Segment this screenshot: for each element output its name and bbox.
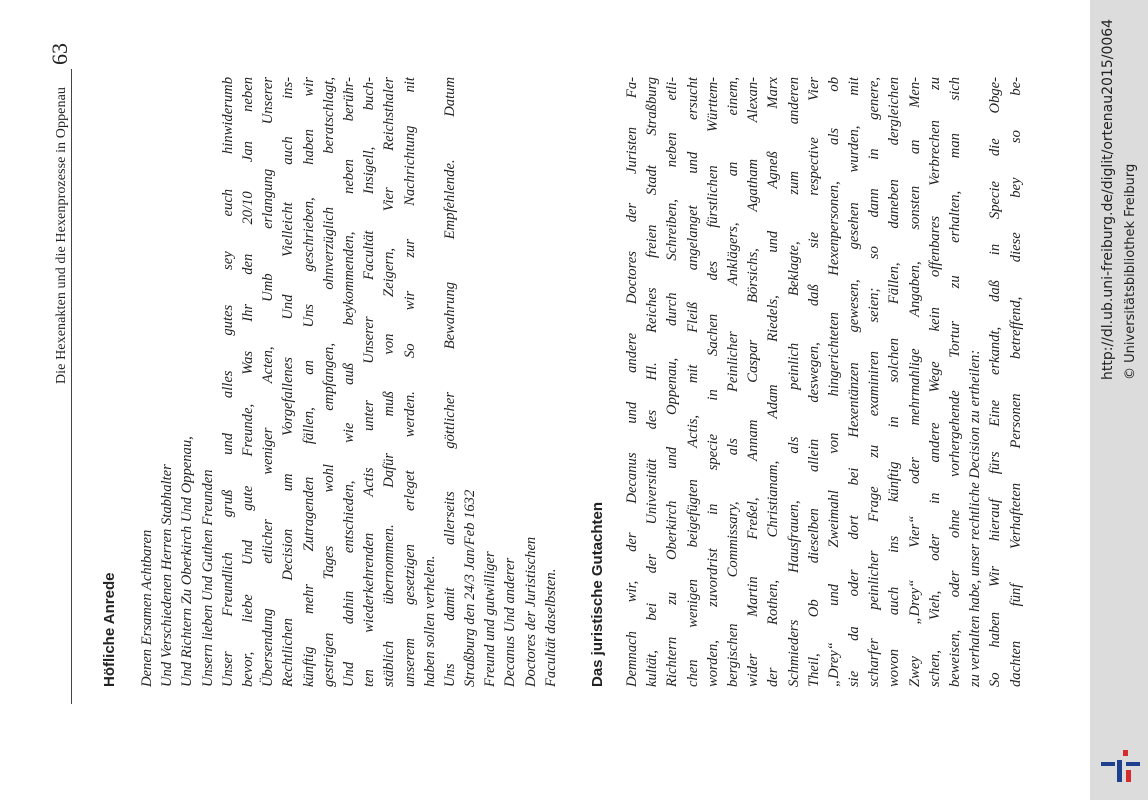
opinion-line: zu verhalten habe, unser rechtliche Decision zu ertheilen: bbox=[967, 349, 984, 687]
opinion-line: scharfer peinlicher Frage zu examiniren seien; so dann in genere, bbox=[866, 77, 883, 687]
ub-freiburg-logo-icon bbox=[1096, 746, 1144, 786]
letter-line: Unsern lieben Und Guthen Freunden bbox=[199, 469, 216, 687]
source-url-link[interactable]: http://dl.ub.uni-freiburg.de/diglit/ortenau2015/0064 bbox=[1100, 18, 1116, 380]
letter-line: künftig mehr Zutragenden fällen, an Uns geschrieben, haben wir bbox=[300, 77, 317, 687]
opinion-line: kultät, bei der Universität des Hl. Reiches freien Stadt Straßburg bbox=[644, 77, 661, 687]
logo-bar-left bbox=[1101, 762, 1115, 766]
letter-text bbox=[137, 77, 561, 687]
running-title: Die Hexenakten und die Hexenprozesse in Oppenau bbox=[54, 87, 69, 385]
opinion-line: Schmieders Hausfrauen, als peinlich Beklagte, zum anderen bbox=[785, 77, 802, 687]
section-heading-gutachten: Das juristische Gutachten bbox=[589, 501, 606, 687]
letter-line: Freund und gutwilliger bbox=[482, 551, 499, 687]
margin-text bbox=[1090, 0, 1148, 800]
opinion-line: Richtern zu Oberkirch und Oppenau, durch Schreiben, neben etli- bbox=[664, 77, 681, 687]
logo-bar-right bbox=[1126, 762, 1140, 766]
copyright-notice: © Universitätsbibliothek Freiburg bbox=[1123, 163, 1138, 380]
letter-line: gestrigen Tages wohl empfangen, ohnverzüglich beratschlagt, bbox=[320, 77, 337, 687]
opinion-line: sie da oder dort bei Hexentänzen gewesen, gesehen wurden, mit bbox=[846, 77, 863, 687]
opinion-line: dachten fünf Verhafteten Personen betreffend, diese bey so be- bbox=[1007, 77, 1024, 687]
letter-line: Uns damit allerseits göttlicher Bewahrung Empfehlende. Datum bbox=[441, 77, 458, 687]
letter-line: Unser Freundlich gruß und alles gutes sey euch hinwiderumb bbox=[219, 77, 236, 687]
opinion-line: worden, zuvordrist in specie in Sachen des fürstlichen Württem- bbox=[704, 77, 721, 687]
letter-line: Und Richtern Zu Oberkirch Und Oppenau, bbox=[179, 436, 196, 687]
opinion-line: beweisen, oder ohne vorhergehende Tortur zu erhalten, man sich bbox=[947, 77, 963, 687]
letter-line: bevor, liebe Und gute Freunde, Was Ihr den 20/10 Jan neben bbox=[240, 77, 256, 687]
opinion-line: bergischen Commissary, als Peinlicher Anklägers, an einem, bbox=[724, 77, 741, 687]
logo-bar-middle bbox=[1117, 760, 1122, 782]
letter-line: Und dahin entschieden, wie auß beykommenden, neben berühr- bbox=[340, 77, 357, 687]
letter-line: unserem gesetzigen erleget werden. So wir zur Nachrichtung nit bbox=[401, 77, 418, 687]
letter-line: Übersendung etlicher weniger Acten, Umb erlangung Unserer bbox=[260, 77, 277, 687]
opinion-line: „Drey“ und Zweimahl von hingerichteten Hexenpersonen, als ob bbox=[825, 77, 842, 687]
letter-line: Doctores der Juristischen bbox=[522, 536, 539, 687]
opinion-line: wider Martin Freßel, Annam Caspar Börsichs, Agatham Alexan- bbox=[745, 77, 762, 687]
opinion-line: schen, Vieh, oder in andere Wege kein offenbares Verbrechen zu bbox=[926, 77, 943, 687]
opinion-line: Theil, Ob dieselben allein deswegen, daß sie respective Vier bbox=[805, 77, 822, 687]
header-rule bbox=[71, 69, 72, 704]
logo-bar-bottom bbox=[1126, 770, 1131, 782]
logo-bar-top bbox=[1123, 750, 1128, 756]
letter-line: Rechtlichen Decision um Vorgefallenes Und Vielleicht auch ins- bbox=[280, 77, 297, 687]
section-heading-anrede: Höfliche Anrede bbox=[101, 572, 118, 687]
opinion-line: So haben Wir hierauf fürs Eine erkandt, daß in Specie die Obge- bbox=[987, 77, 1004, 687]
opinion-line: der Rothen, Christianam, Adam Riedels, und Agneß Marx bbox=[765, 77, 782, 687]
letter-line: Und Verschiedenen Herren Stabhalter bbox=[159, 464, 176, 687]
letter-line: Facultät daselbsten. bbox=[542, 568, 559, 687]
page-number: 63 bbox=[47, 43, 72, 65]
letter-line: ten wiederkehrenden Actis unter Unserer Facultät Insigell, buch- bbox=[361, 77, 378, 687]
opinion-line: Zwey „Drey“ Vier“ oder mehrmahlige Angaben, sonsten an Men- bbox=[906, 77, 923, 687]
opinion-line: Demnach wir, der Decanus und andere Doctores der Juristen Fa- bbox=[624, 77, 640, 687]
viewer-margin bbox=[1090, 0, 1148, 800]
letter-line: haben sollen verhelen. bbox=[421, 555, 438, 687]
letter-line: Straßburg den 24/3 Jan/Feb 1632 bbox=[462, 489, 479, 687]
opinion-line: chen wenigen beigefügten Actis, mit Fleiß angelanget und ersucht bbox=[684, 77, 701, 687]
opinion-line: wovon auch ins künftig in solchen Fällen, daneben dergleichen bbox=[886, 77, 903, 687]
letter-line: Decanus Und anderer bbox=[502, 557, 519, 687]
opinion-text bbox=[622, 77, 1026, 687]
letter-line: stäblich übernommen. Dafür muß von Zeigern, Vier Reichsthaler bbox=[381, 77, 398, 687]
letter-line: Denen Ersamen Achtbaren bbox=[139, 529, 155, 687]
